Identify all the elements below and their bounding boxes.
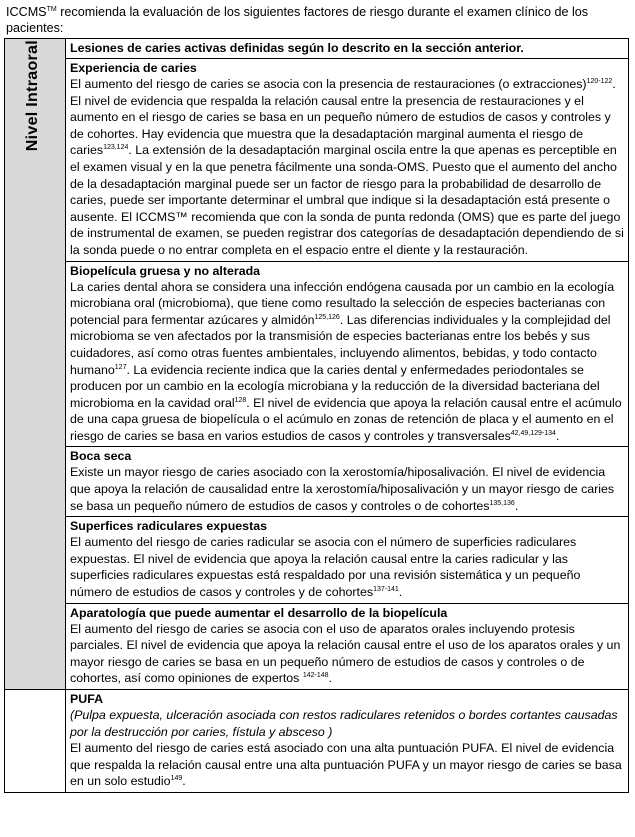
risk-factor-title: Lesiones de caries activas definidas según lo descrito en la sección anterior. xyxy=(70,41,524,55)
citation-superscript: 135,136 xyxy=(489,499,515,507)
risk-factor-row xyxy=(5,59,629,262)
risk-factor-title: Superfices radiculares expuestas xyxy=(70,519,267,534)
body-text: . xyxy=(398,585,403,600)
pufa-cell xyxy=(66,690,629,793)
risk-factor-description xyxy=(70,464,624,514)
risk-factor-description xyxy=(70,76,624,259)
body-text: . El nivel de evidencia que respalda la relación causal entre la presencia de restauraciones y el aumento en el riesgo de caries se basa en un pequeño número de estudios de casos y controles y de cohortes. Hay evidencia que muestra que la desadaptación marginal aumenta el riesgo de caries xyxy=(70,77,616,158)
citation-superscript: 123,124 xyxy=(103,144,129,152)
risk-factor-cell xyxy=(66,261,629,447)
body-text: . xyxy=(514,498,519,513)
pufa-row xyxy=(5,690,629,793)
body-text: . El nivel de evidencia que apoya la relación causal entre el acúmulo de una capa gruesa de biopelícula o el acúmulo en zonas de retención de placa y el aumento en el riesgo de caries se basa en varios estudios de casos y controles y transversales xyxy=(70,395,622,443)
risk-factor-title: Aparatología que puede aumentar el desarrollo de la biopelícula xyxy=(70,605,448,620)
pufa-definition: (Pulpa expuesta, ulceración asociada con restos radiculares retenidos o bordes cortantes causadas por la destrucción por caries, fístula y absceso ) xyxy=(70,708,618,739)
risk-factor-cell xyxy=(66,39,629,59)
risk-factor-title: Experiencia de caries xyxy=(70,61,197,75)
pufa-description xyxy=(70,740,624,790)
citation-superscript: 125,126 xyxy=(314,313,340,321)
intro-paragraph xyxy=(6,4,628,36)
risk-factor-title: Biopelícula gruesa y no alterada xyxy=(70,263,261,278)
pufa-title: PUFA xyxy=(70,692,104,706)
risk-factor-description xyxy=(70,534,624,600)
body-text: La caries dental ahora se considera una infección endógena causada por un cambio en la ecología microbiana oral (microbioma), que tiene como resultado la selección de especies bacterianas con potencial para fermentar azúcares y almidón xyxy=(70,279,615,327)
risk-factor-cell xyxy=(66,603,629,689)
body-text: Existe un mayor riesgo de caries asociado con la xerostomía/hiposalivación. El nivel de evidencia que apoya la relación de causalidad entre la xerostomía/hiposalivación y un mayor riesgo de caries se basa un pequeño número de estudios de casos y controles o de cohortes xyxy=(70,465,615,513)
risk-factor-cell xyxy=(66,517,629,603)
citation-superscript: 120-122 xyxy=(586,78,613,85)
citation-superscript: 42,49,129-134 xyxy=(510,429,556,437)
empty-side-cell xyxy=(5,690,66,793)
body-text: . xyxy=(328,671,332,686)
risk-factor-row xyxy=(5,517,629,603)
risk-factor-description xyxy=(70,279,624,445)
risk-factor-title: Boca seca xyxy=(70,449,132,464)
citation-superscript: 127 xyxy=(114,363,127,371)
risk-factor-row xyxy=(5,447,629,517)
body-text: El aumento del riesgo de caries está asociado con una alta puntuación PUFA. El nivel de evidencia que respalda la relación causal entre una alta puntuación PUFA y un mayor riesgo de caries se basa en un solo estudio xyxy=(70,741,622,789)
citation-superscript: 149 xyxy=(170,775,183,783)
body-text: . xyxy=(182,774,186,789)
body-text: . La extensión de la desadaptación marginal oscila entre la que apenas es perceptible en el examen visual y en la que penetra fácilmente una sonda-OMS. Puesto que el aumento del ancho de la desadaptación marginal puede ser un factor de riesgo para la probabilidad de desarrollo de caries, puede ser importante determinar el umbral que indique si la desadaptación está presente o ausente. El ICCMS™ recomienda que con la sonda de punta redonda (OMS) que es parte del juego de instrumental de examen, se pueden registrar dos categorías de desadaptación dependiendo de si la sonda puede o no entrar completa en el espacio entre el diente y la restauración. xyxy=(70,143,624,257)
risk-factor-cell xyxy=(66,447,629,517)
intraoral-level-cell xyxy=(5,39,66,690)
citation-superscript: 128 xyxy=(234,396,247,404)
risk-factor-description xyxy=(70,621,624,687)
body-text: . Las diferencias individuales y la complejidad del microbioma se ven afectados por la transmisión de especies bacterianas entre los bebés y sus cuidadores, así como otras fuentes ambientales, incluyendo alimentos, bebidas, y todo contacto humano xyxy=(70,312,611,377)
body-text: El aumento del riesgo de caries se asocia con el uso de aparatos orales incluyendo protesis parciales. El nivel de evidencia que apoya la relación causal entre el uso de los aparatos orales y un mayor riesgo de caries se basa en un pequeño número de estudios de casos y controles o de cohortes, así como opiniones de expertos xyxy=(70,621,621,686)
body-text: . La evidencia reciente indica que la caries dental y enfermedades periodontales se producen por un cambio en la ecología microbiana y la reducción de la diversidad bacteriana del microbioma en la cavidad oral xyxy=(70,362,600,410)
risk-factor-row xyxy=(5,261,629,447)
risk-factors-table xyxy=(4,38,629,793)
intro-trademark: TM xyxy=(46,6,57,13)
body-text: . xyxy=(555,428,560,443)
intro-brand: ICCMS xyxy=(6,5,47,19)
risk-factor-row xyxy=(5,39,629,59)
risk-factor-row xyxy=(5,603,629,689)
body-text: El aumento del riesgo de caries se asocia con la presencia de restauraciones (o extracciones) xyxy=(70,77,587,91)
intraoral-level-label: Nivel Intraoral xyxy=(24,40,41,152)
citation-superscript: 142-148 xyxy=(302,672,329,680)
body-text: El aumento del riesgo de caries radicular se asocia con el número de superficies radiculares expuestas. El nivel de evidencia que apoya la relación causal entre la caries radicular y las superficies radiculares expuestas está respaldado por una revisión sistemática y un pequeño número de estudios de casos y controles y de cohortes xyxy=(70,535,581,600)
intro-text: recomienda la evaluación de los siguientes factores de riesgo durante el examen clínico de los pacientes: xyxy=(6,5,589,35)
risk-factor-cell xyxy=(66,59,629,262)
citation-superscript: 137-141 xyxy=(373,586,399,594)
